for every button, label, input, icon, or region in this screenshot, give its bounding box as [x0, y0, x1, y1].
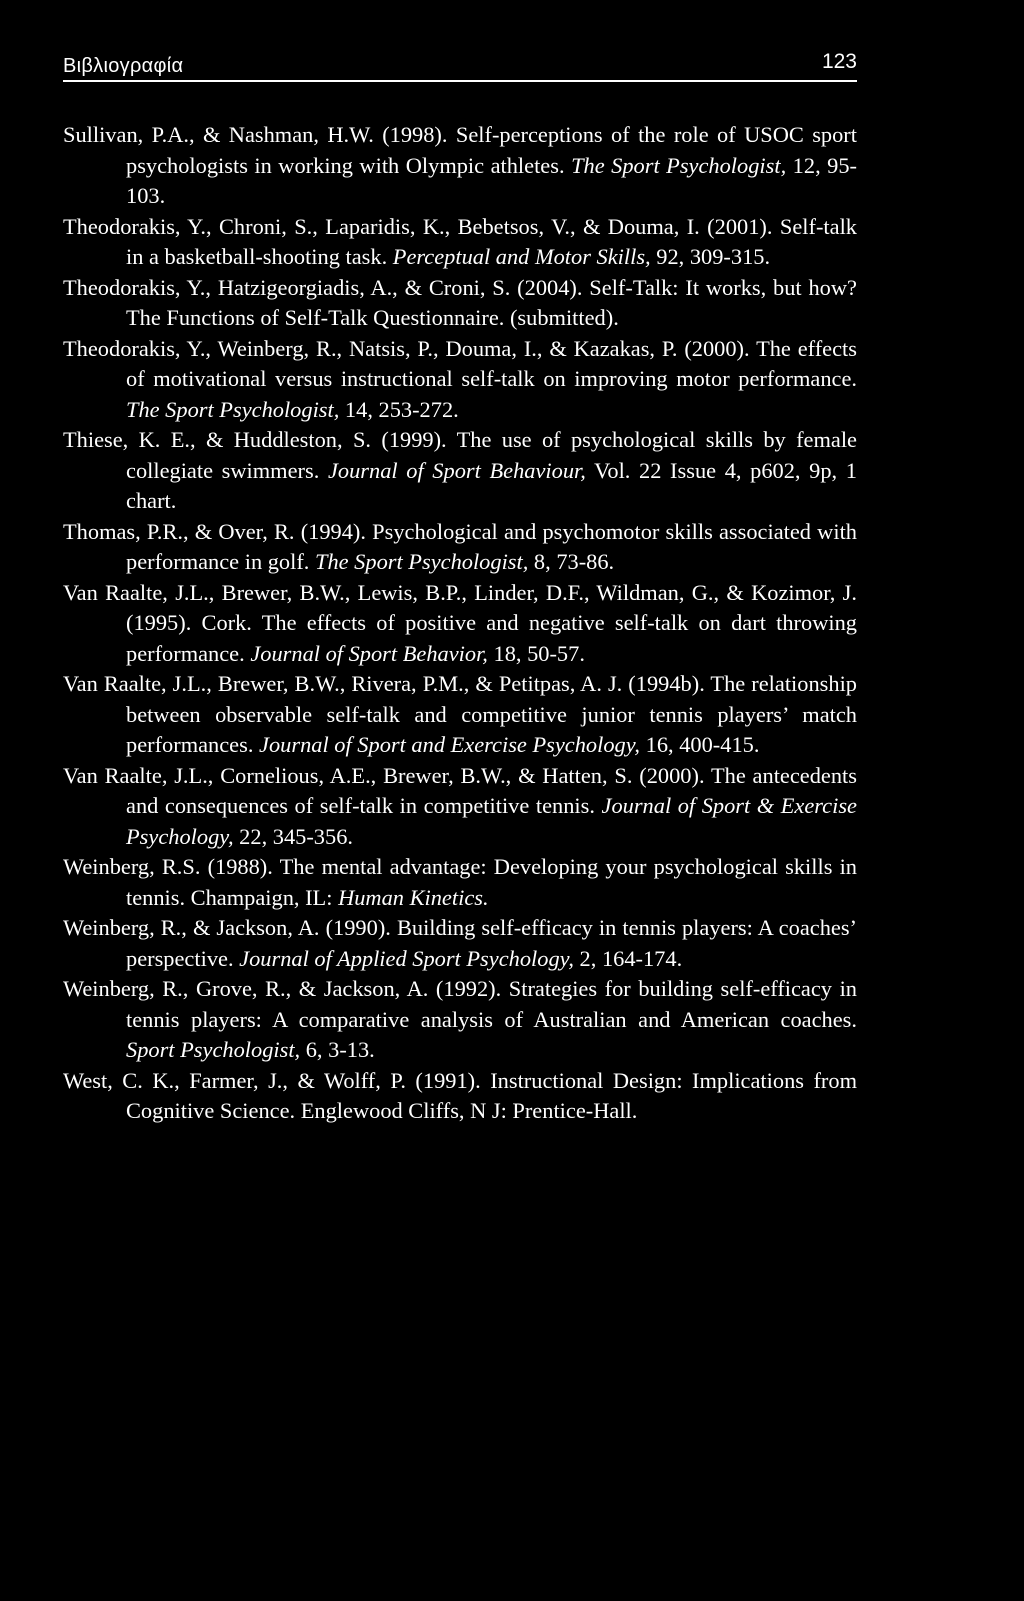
- running-header: [63, 48, 857, 82]
- reference-details: Vol. 22 Issue 4, p602, 9p, 1 chart.: [126, 457, 857, 513]
- reference-details: 22, 345-356.: [233, 823, 353, 849]
- reference-entry: [63, 273, 857, 334]
- reference-text: Theodorakis, Y., Chroni, S., Laparidis, K., Bebetsos, V., & Douma, I. (2001). Self-talk in a basketball-shooting task.: [63, 213, 857, 269]
- reference-source: Journal of Sport Behavior,: [250, 640, 488, 666]
- reference-entry: [63, 517, 857, 578]
- reference-entry: [63, 425, 857, 517]
- reference-source: Sport Psychologist,: [126, 1037, 301, 1062]
- reference-details: 12, 95-103.: [126, 152, 858, 208]
- reference-text: West, C. K., Farmer, J., & Wolff, P. (1991). Instructional Design: Implications from Cognitive Science. Englewood Cliffs, N J: Prentice-Hall.: [63, 1067, 857, 1123]
- reference-text: Thomas, P.R., & Over, R. (1994). Psychological and psychomotor skills associated with performance in golf.: [63, 518, 857, 574]
- reference-text: Sullivan, P.A., & Nashman, H.W. (1998). Self-perceptions of the role of USOC sport psychologists in working with Olympic athletes.: [63, 122, 857, 178]
- reference-details: 18, 50-57.: [487, 640, 585, 666]
- reference-source: Journal of Sport and Exercise Psychology,: [259, 732, 641, 757]
- reference-entry: [63, 974, 857, 1066]
- reference-source: Journal of Sport & Exercise Psychology,: [126, 793, 857, 849]
- reference-source: The Sport Psychologist,: [126, 396, 340, 422]
- reference-text: Van Raalte, J.L., Brewer, B.W., Lewis, B.P., Linder, D.F., Wildman, G., & Kozimor, J. (1995). Cork. The effects of positive and negative self-talk on dart throwing performance.: [63, 579, 857, 666]
- reference-entry: [63, 120, 857, 212]
- reference-details: 14, 253-272.: [339, 396, 459, 422]
- reference-source: The Sport Psychologist,: [315, 549, 529, 574]
- reference-entry: [63, 852, 857, 913]
- reference-source: Journal of Applied Sport Psychology,: [239, 945, 574, 971]
- reference-text: Theodorakis, Y., Weinberg, R., Natsis, P., Douma, I., & Kazakas, P. (2000). The effects of motivational versus instructional self-talk on improving motor performance.: [63, 335, 857, 391]
- reference-entry: [63, 913, 857, 974]
- section-title: Βιβλιογραφία: [63, 55, 184, 77]
- reference-source: The Sport Psychologist,: [571, 152, 787, 178]
- reference-text: Weinberg, R., Grove, R., & Jackson, A. (1992). Strategies for building self-efficacy in tennis players: A comparative analysis of Australian and American coaches.: [63, 976, 857, 1032]
- reference-entry: [63, 578, 857, 670]
- reference-entry: [63, 669, 857, 761]
- reference-details: 8, 73-86.: [528, 549, 615, 574]
- reference-text: Weinberg, R., & Jackson, A. (1990). Building self-efficacy in tennis players: A coaches’ perspective.: [63, 915, 857, 971]
- page-number: 123: [821, 50, 857, 73]
- reference-text: Van Raalte, J.L., Cornelious, A.E., Brewer, B.W., & Hatten, S. (2000). The antecedents and consequences of self-talk in competitive tennis.: [63, 762, 857, 818]
- reference-details: 16, 400-415.: [640, 732, 760, 757]
- reference-entry: [63, 334, 857, 426]
- reference-source: Human Kinetics.: [338, 884, 489, 910]
- reference-details: 2, 164-174.: [573, 945, 683, 971]
- reference-source: Journal of Sport Behaviour,: [327, 457, 586, 483]
- reference-details: 92, 309-315.: [650, 244, 771, 269]
- reference-details: 6, 3-13.: [300, 1037, 375, 1062]
- reference-source: Perceptual and Motor Skills,: [392, 244, 651, 269]
- reference-text: Van Raalte, J.L., Brewer, B.W., Rivera, P.M., & Petitpas, A. J. (1994b). The relationship between observable self-talk and competitive junior tennis players’ match performances.: [63, 671, 857, 757]
- reference-text: Thiese, K. E., & Huddleston, S. (1999). The use of psychological skills by female collegiate swimmers.: [63, 427, 857, 483]
- reference-entry: [63, 1066, 857, 1127]
- reference-list: [63, 120, 857, 1127]
- reference-text: Weinberg, R.S. (1988). The mental advantage: Developing your psychological skills in tennis. Champaign, IL:: [63, 854, 857, 910]
- reference-entry: [63, 212, 857, 273]
- reference-text: Theodorakis, Y., Hatzigeorgiadis, A., & Croni, S. (2004). Self-Talk: It works, but how? The Functions of Self-Talk Questionnaire. (submitted).: [63, 274, 857, 330]
- reference-entry: [63, 761, 857, 853]
